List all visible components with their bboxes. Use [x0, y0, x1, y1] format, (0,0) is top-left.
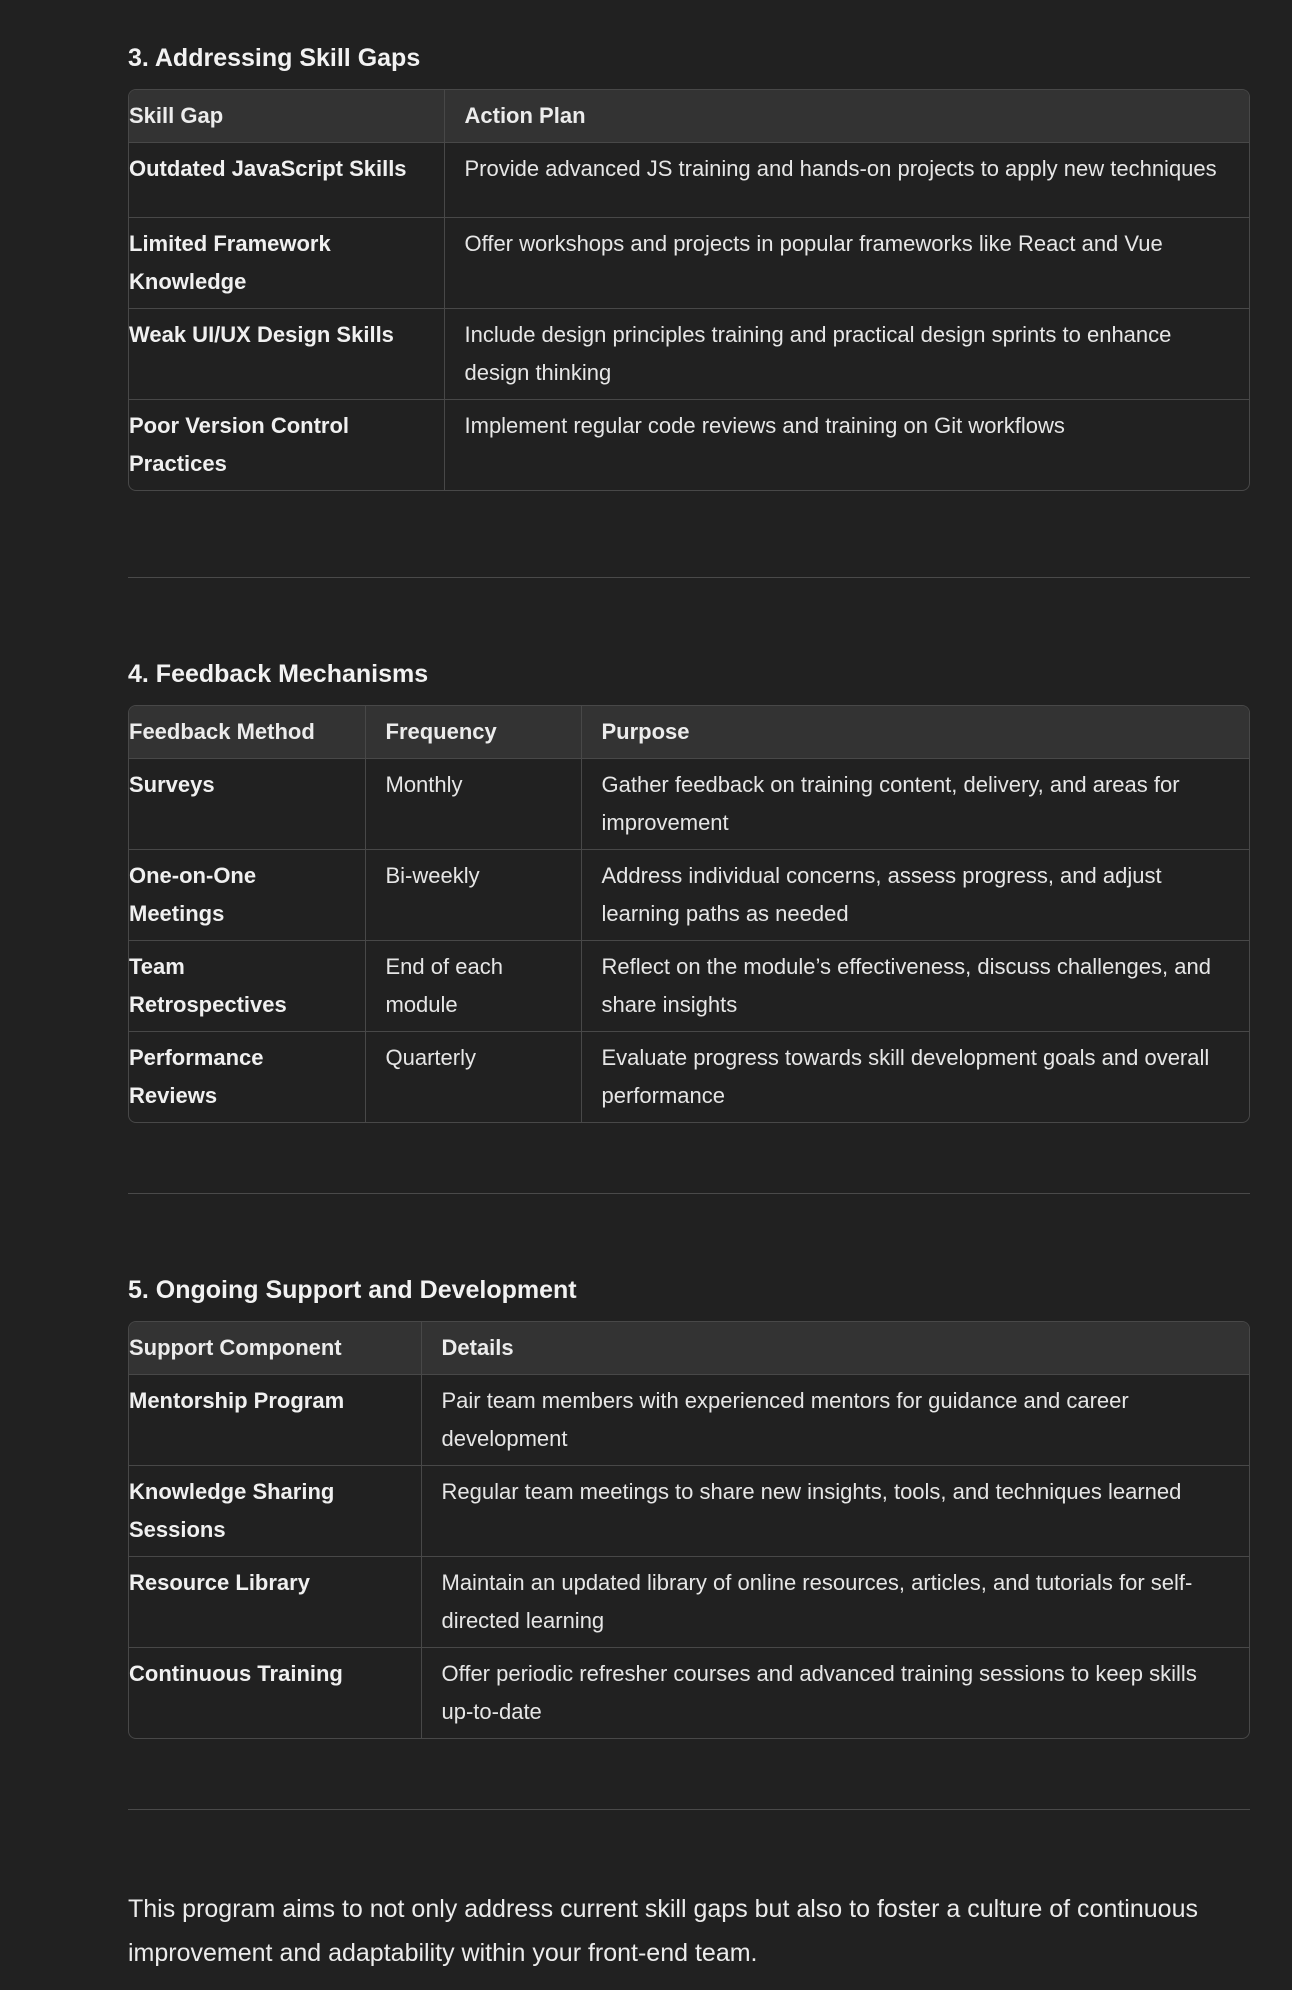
table-cell: Knowledge Sharing Sessions: [129, 1466, 421, 1557]
table-row: [129, 759, 1249, 850]
table-cell: Performance Reviews: [129, 1032, 365, 1123]
table-row: [129, 400, 1249, 491]
table-row: [129, 218, 1249, 309]
table-row: [129, 1648, 1249, 1739]
table-cell: Gather feedback on training content, delivery, and areas for improvement: [581, 759, 1249, 850]
ongoing-support-table: [128, 1321, 1250, 1739]
table-cell: Surveys: [129, 772, 215, 797]
table-cell: Offer workshops and projects in popular frameworks like React and Vue: [444, 218, 1249, 309]
table-row: [129, 1032, 1249, 1123]
table-cell: Outdated JavaScript Skills: [129, 156, 407, 181]
table-row: [129, 850, 1249, 941]
table-row: [129, 1557, 1249, 1648]
section-divider: [128, 1809, 1250, 1810]
table-header-row: [129, 1322, 1249, 1375]
table-cell: Limited Framework Knowledge: [129, 218, 444, 309]
table-cell: Resource Library: [129, 1557, 421, 1648]
section-title-feedback: 4. Feedback Mechanisms: [128, 660, 429, 688]
table-cell: Provide advanced JS training and hands-on projects to apply new techniques: [444, 143, 1249, 218]
table-row: [129, 1375, 1249, 1466]
conclusion-paragraph: This program aims to not only address current skill gaps but also to foster a culture of continuous improvement and adaptability within your front-end team.: [128, 1895, 1198, 1967]
table-cell: Address individual concerns, assess progress, and adjust learning paths as needed: [581, 850, 1249, 941]
column-header: Action Plan: [444, 90, 1249, 143]
column-header: Skill Gap: [129, 90, 444, 143]
table-cell: Team Retrospectives: [129, 941, 365, 1032]
table-row: [129, 1466, 1249, 1557]
section-title-ongoing-support: 5. Ongoing Support and Development: [128, 1276, 577, 1304]
table-cell: Weak UI/UX Design Skills: [129, 309, 444, 400]
table-cell: End of each module: [365, 941, 581, 1032]
column-header: Feedback Method: [129, 706, 365, 759]
table-cell: One-on-One Meetings: [129, 850, 365, 941]
column-header: Support Component: [129, 1322, 421, 1375]
table-row: [129, 941, 1249, 1032]
table-cell: Evaluate progress towards skill development goals and overall performance: [581, 1032, 1249, 1123]
table-header-row: [129, 706, 1249, 759]
section-divider: [128, 577, 1250, 578]
table-cell: Maintain an updated library of online resources, articles, and tutorials for self-directed learning: [421, 1557, 1249, 1648]
table-cell: Regular team meetings to share new insights, tools, and techniques learned: [421, 1466, 1249, 1557]
table-cell: Offer periodic refresher courses and advanced training sessions to keep skills up-to-date: [421, 1648, 1249, 1739]
table-cell: Reflect on the module’s effectiveness, discuss challenges, and share insights: [581, 941, 1249, 1032]
table-cell: Mentorship Program: [129, 1388, 345, 1413]
table-cell: Monthly: [365, 759, 581, 850]
table-cell: Pair team members with experienced mentors for guidance and career development: [421, 1375, 1249, 1466]
table-cell: Quarterly: [365, 1032, 581, 1123]
table-cell: Bi-weekly: [365, 850, 581, 941]
column-header: Details: [421, 1322, 1249, 1375]
skill-gaps-table: [128, 89, 1250, 491]
column-header: Purpose: [581, 706, 1249, 759]
feedback-table: [128, 705, 1250, 1123]
table-header-row: [129, 90, 1249, 143]
table-row: [129, 143, 1249, 218]
table-cell: Include design principles training and practical design sprints to enhance design thinking: [444, 309, 1249, 400]
section-divider: [128, 1193, 1250, 1194]
section-title-skill-gaps: 3. Addressing Skill Gaps: [128, 44, 421, 72]
table-cell: Implement regular code reviews and training on Git workflows: [444, 400, 1249, 491]
table-cell: Continuous Training: [129, 1648, 421, 1739]
table-row: [129, 309, 1249, 400]
column-header: Frequency: [365, 706, 581, 759]
table-cell: Poor Version Control Practices: [129, 400, 444, 491]
